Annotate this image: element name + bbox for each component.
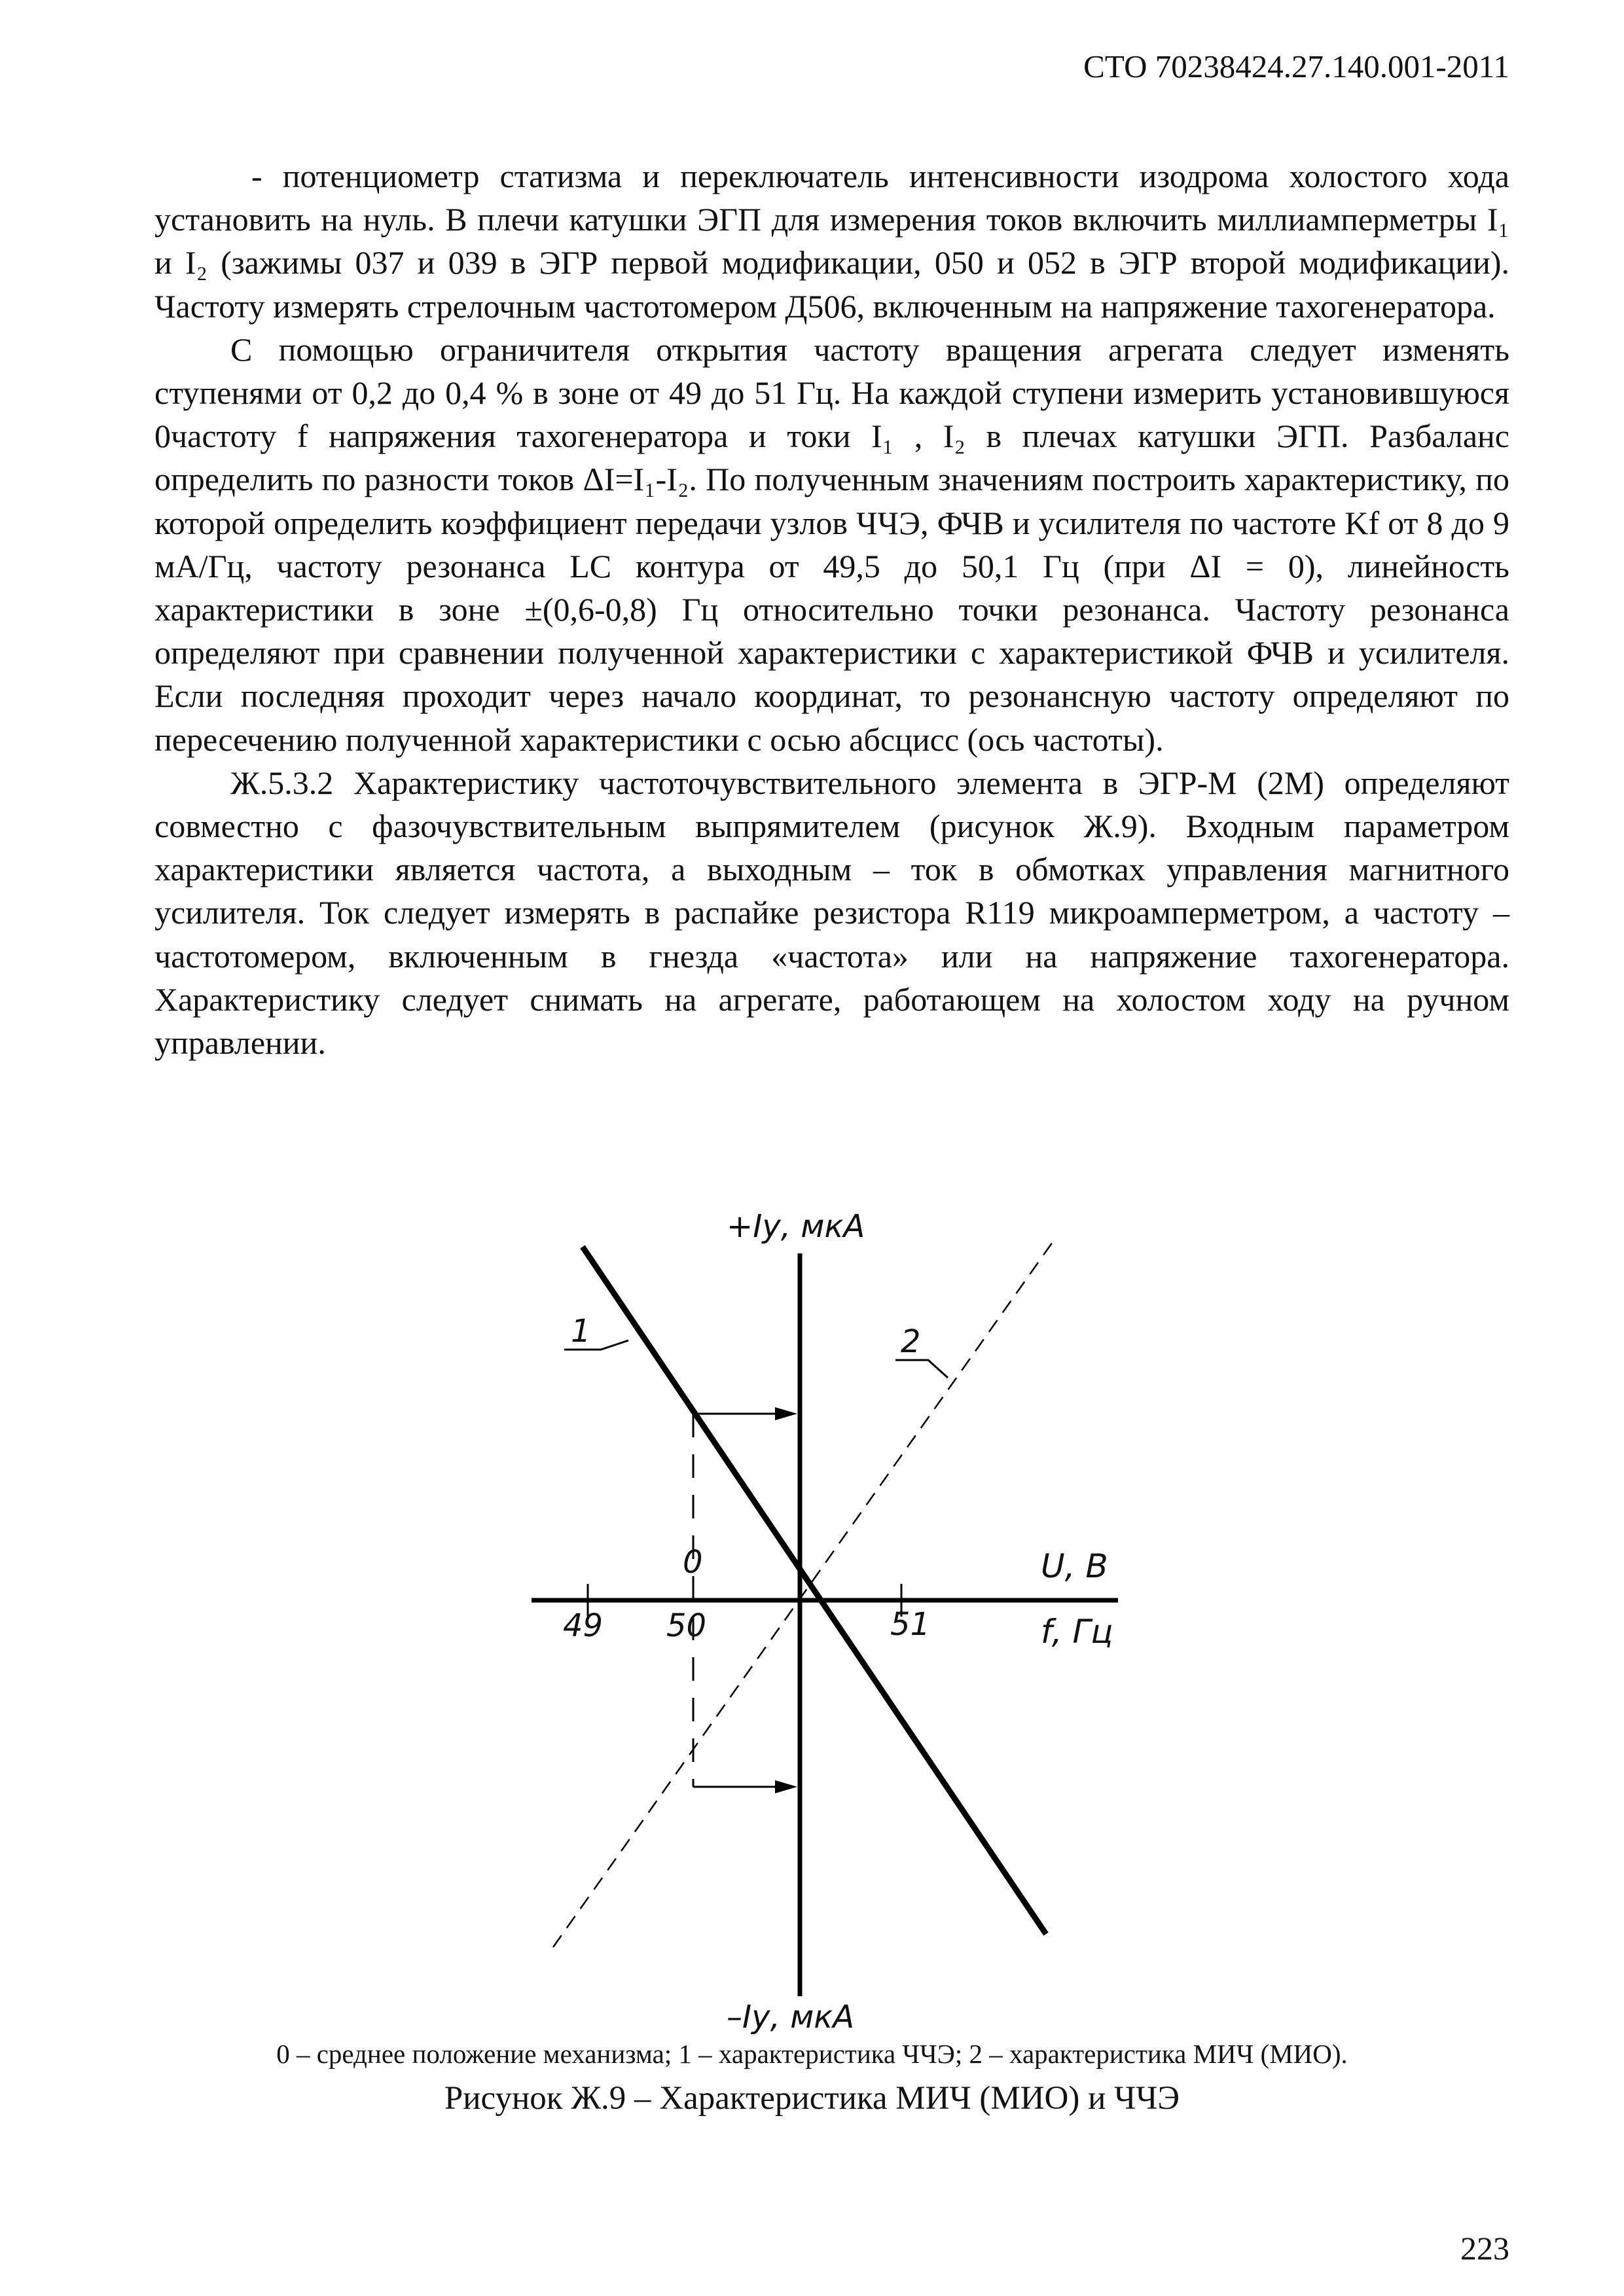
paragraph-3: Ж.5.3.2 Характеристику частоточувствительного элемента в ЭГР-М (2М) определяют совместно с фазочувствительным выпрямителем (рисунок Ж.9). Входным параметром характеристики является частота, а выходным – ток в обмотках управления магнитного усилителя. Ток следует измерять в распайке резистора R119 микроамперметром, а частоту – частотомером, включенным в гнезда «частота» или на напряжение тахогенератора. Характеристику следует снимать на агрегате, работающем на холостом ходу на ручном управлении. (154, 764, 1509, 1062)
body-text (154, 154, 1509, 1064)
tick-50-label: 50 (666, 1607, 707, 1644)
figure-legend-note: 0 – среднее положение механизма; 1 – характеристика ЧЧЭ; 2 – характеристика МИЧ (МИО). (276, 2039, 1348, 2069)
lower-arrow-head (775, 1780, 797, 1793)
y-axis-bottom-label: –Iу, мкА (727, 1999, 855, 2036)
figure-caption-title: Рисунок Ж.9 – Характеристика МИЧ (МИО) и ЧЧЭ (444, 2080, 1180, 2117)
paragraph-1: - потенциометр статизма и переключатель интенсивности изодрома холостого хода установить на нуль. В плечи катушки ЭГП для измерения токов включить миллиамперметры I₁ и I₂ (зажимы 037 и 039 в ЭГР первой модификации, 050 и 052 в ЭГР второй модификации). Частоту измерять стрелочным частотомером Д506, включенным на напряжение тахогенератора. (154, 158, 1509, 325)
zero-position-label: 0 (683, 1544, 703, 1581)
tick-49-label: 49 (563, 1607, 604, 1644)
tick-51-label: 51 (890, 1606, 931, 1643)
upper-arrow-head (775, 1407, 797, 1420)
document-code-header: СТО 70238424.27.140.001-2011 (1083, 48, 1509, 84)
curve-2-label: 2 (901, 1323, 921, 1360)
figure-zh9 (0, 1211, 1624, 2036)
x-axis-voltage-label: U, B (1041, 1547, 1108, 1585)
x-axis-freq-label: f, Гц (1041, 1613, 1113, 1651)
y-axis-top-label: +Iу, мкА (727, 1211, 865, 1245)
paragraph-2: С помощью ограничителя открытия частоту вращения агрегата следует изменять ступенями от 0,2 до 0,4 % в зоне от 49 до 51 Гц. На каждой ступени измерить установившуюся 0частоту f напряжения тахогенератора и токи I₁ , I₂ в плечах катушки ЭГП. Разбаланс определить по разности токов ΔI=I₁-I₂. По полученным значениям построить характеристику, по которой определить коэффициент передачи узлов ЧЧЭ, ФЧВ и усилителя по частоте Kf от 8 до 9 мА/Гц, частоту резонанса LC контура от 49,5 до 50,1 Гц (при ΔI = 0), линейность характеристики в зоне ±(0,6-0,8) Гц относительно точки резонанса. Частоту резонанса определяют при сравнении полученной характеристики с характеристикой ФЧВ и усилителя. Если последняя проходит через начало координат, то резонансную частоту определяют по пересечению полученной характеристики с осью абсцисс (ось частоты). (154, 331, 1509, 758)
curve-1-label: 1 (571, 1313, 591, 1350)
curve-2-leader (895, 1360, 948, 1378)
page-number: 223 (1460, 2230, 1509, 2267)
characteristic-diagram (0, 1211, 1624, 2036)
curve-2-line (553, 1240, 1054, 1947)
